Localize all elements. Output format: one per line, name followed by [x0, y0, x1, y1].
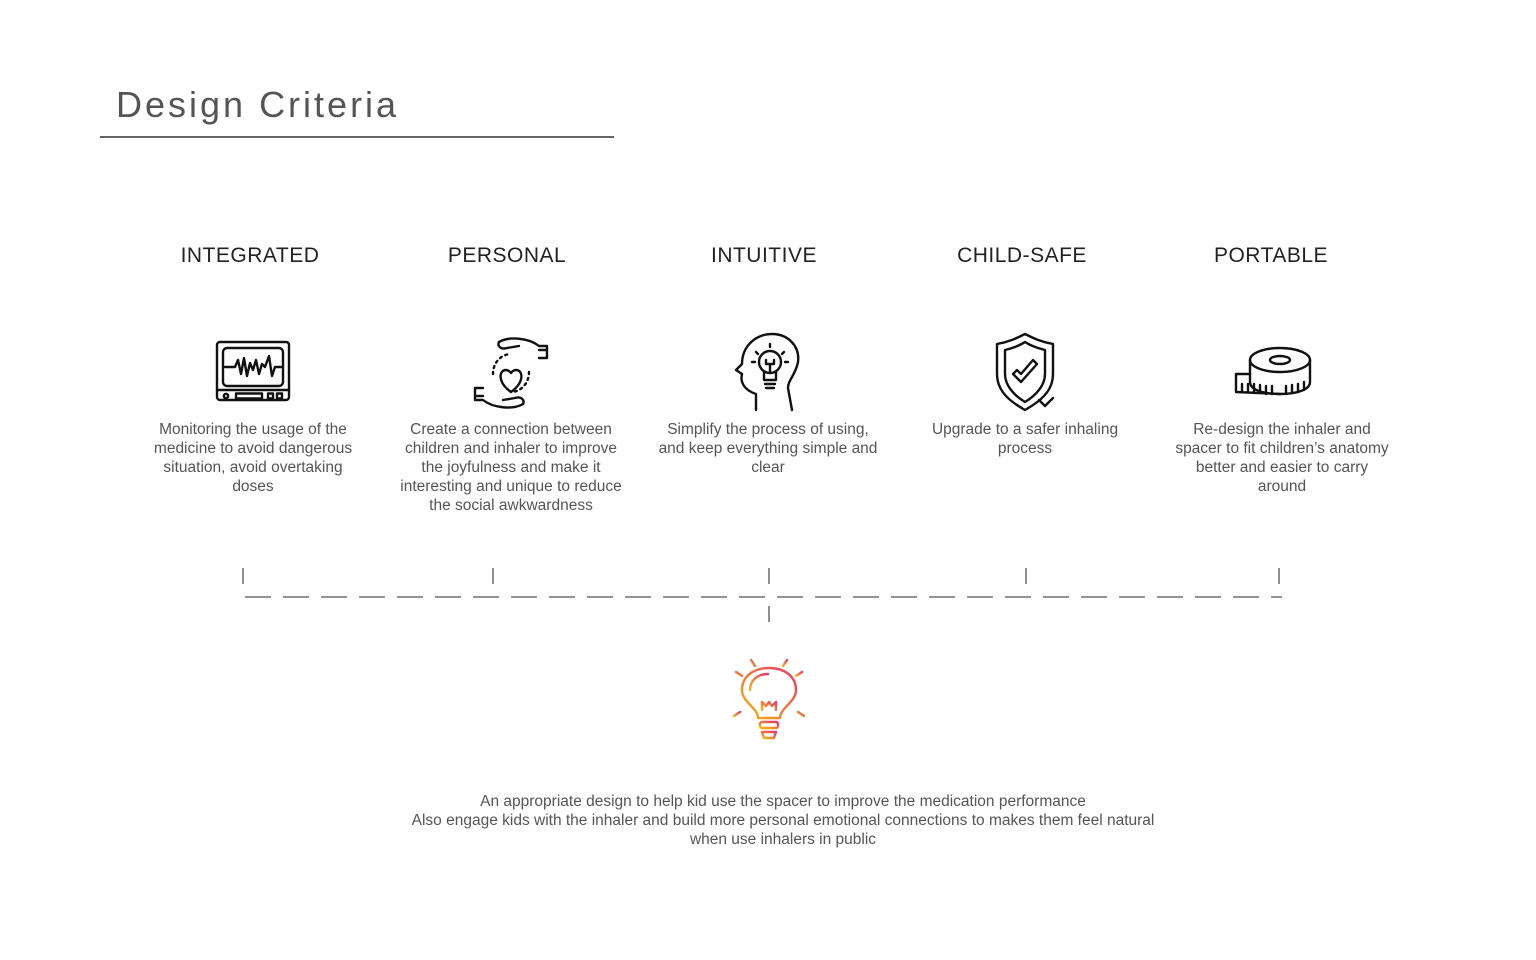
criterion-heading-portable: PORTABLE: [1213, 244, 1329, 267]
idea-bulb-icon: [722, 650, 818, 746]
measuring-tape-icon: [1232, 330, 1316, 414]
criterion-heading-personal: PERSONAL: [447, 244, 567, 267]
criterion-description-intuitive: Simplify the process of using, and keep everything simple and clear: [658, 421, 878, 476]
head-lightbulb-icon: [726, 330, 810, 414]
summary-text: [400, 792, 1166, 849]
summary-line-1: An appropriate design to help kid use the spacer to improve the medication performance: [480, 793, 1086, 810]
criterion-description-integrated: Monitoring the usage of the medicine to avoid dangerous situation, avoid overtaking doses: [153, 421, 353, 495]
shield-check-icon: [983, 330, 1067, 414]
criterion-description-child-safe: Upgrade to a safer inhaling process: [931, 421, 1119, 457]
criterion-heading-child-safe: CHILD-SAFE: [957, 244, 1087, 267]
page-title: Design Criteria: [116, 84, 400, 125]
title-underline: [100, 136, 614, 138]
criterion-description-portable: Re-design the inhaler and spacer to fit children’s anatomy better and easier to carry around: [1175, 421, 1389, 495]
hands-heart-icon: [469, 330, 553, 414]
criterion-description-personal: Create a connection between children and inhaler to improve the joyfulness and make it interesting and unique to reduce the social awkwardness: [400, 421, 622, 514]
criterion-heading-intuitive: INTUITIVE: [710, 244, 817, 267]
heart-monitor-icon: [211, 330, 295, 414]
summary-line-2: Also engage kids with the inhaler and build more personal emotional connections to makes them feel natural when use inhalers in public: [411, 812, 1155, 848]
criterion-heading-integrated: INTEGRATED: [180, 244, 320, 267]
